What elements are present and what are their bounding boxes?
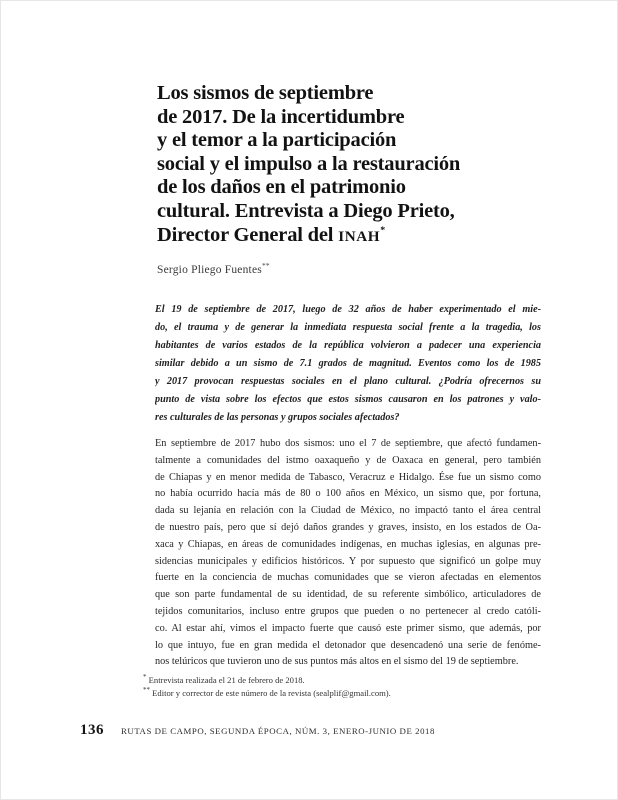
footnote-text: Editor y corrector de este número de la revista (sealplif@gmail.com). bbox=[152, 687, 391, 698]
article-title bbox=[157, 82, 567, 248]
footnote-text: Entrevista realizada el 21 de febrero de 2018. bbox=[148, 675, 305, 685]
title-line: y el temor a la participación bbox=[157, 129, 397, 152]
footnote bbox=[143, 674, 543, 687]
title-line: cultural. Entrevista a Diego Prieto, bbox=[157, 199, 455, 222]
answer-line: nos telúricos que tuvieron uno de sus puntos más altos en el sismo del 19 de septiembre. bbox=[155, 656, 519, 668]
answer-line: co. Al estar ahí, vimos el impacto fuerte que causó este primer sismo, que además, por bbox=[155, 622, 541, 634]
answer-line: fuerte en la conciencia de muchas comunidades que se vieron afectadas en elementos bbox=[155, 572, 541, 584]
title-line-last bbox=[157, 224, 567, 249]
question-line: punto de vista sobre los efectos que estos sismos causaron en los patrones y valo- bbox=[155, 394, 541, 405]
author-byline bbox=[157, 261, 270, 276]
answer-line: lo que intuyo, fue en gran medida el detonador que desencadenó una serie de fenóme- bbox=[155, 639, 541, 651]
title-line: social y el impulso a la restauración bbox=[157, 152, 461, 175]
author-name: Sergio Pliego Fuentes bbox=[157, 264, 262, 276]
title-line: de 2017. De la incertidumbre bbox=[157, 105, 405, 128]
title-line: de los daños en el patrimonio bbox=[157, 176, 406, 199]
question-line: El 19 de septiembre de 2017, luego de 32 años de haber experimentado el mie- bbox=[155, 304, 541, 315]
answer-line: talmente a comunidades del istmo oaxaqueño y de Oaxaca en general, pero también bbox=[155, 454, 541, 466]
inah-acronym: INAH bbox=[338, 227, 381, 245]
title-last-prefix: Director General del bbox=[157, 223, 334, 246]
answer-line: tejidos comunitarios, incluso entre grupos que pueden o no pertenecer al credo católi- bbox=[155, 605, 541, 617]
interview-answer bbox=[155, 436, 541, 671]
question-line: do, el trauma y de generar la inmediata respuesta social frente a la tragedia, los bbox=[155, 322, 541, 333]
interviewer-question bbox=[155, 301, 541, 427]
footnote-marker: ** bbox=[143, 686, 150, 695]
question-line: res culturales de las personas y grupos sociales afectados? bbox=[155, 412, 400, 423]
page-number: 136 bbox=[80, 722, 104, 738]
page-footer bbox=[80, 722, 435, 739]
title-line: Los sismos de septiembre bbox=[157, 82, 374, 104]
answer-line: sidencias municipales y edificios históricos. Y por supuesto que significó un golpe muy bbox=[155, 555, 541, 567]
footnote-marker: * bbox=[143, 673, 147, 682]
author-footnote-marker: ** bbox=[261, 261, 270, 271]
question-line: habitantes de varios estados de la república volvieron a padecer una experiencia bbox=[155, 340, 541, 351]
journal-citation: RUTAS DE CAMPO, SEGUNDA ÉPOCA, NÚM. 3, ENERO-JUNIO DE 2018 bbox=[121, 726, 435, 736]
answer-line: no había ocurrido hacía más de 80 o 100 años en México, un sismo que, por fortuna, bbox=[155, 488, 541, 500]
question-line: similar debido a un sismo de 7.1 grados de magnitud. Eventos como los de 1985 bbox=[155, 358, 541, 369]
title-block bbox=[157, 82, 567, 248]
footnote bbox=[143, 687, 543, 700]
answer-line: de nuestro país, pero que sí dejó daños grandes y graves, insisto, en los estados de Oa- bbox=[155, 521, 541, 533]
answer-line: dada su lejanía en relación con la Ciudad de México, no impactó tanto el área central bbox=[155, 505, 541, 517]
question-line: y 2017 provocan respuestas sociales en el plano cultural. ¿Podría ofrecernos su bbox=[155, 376, 541, 387]
title-footnote-marker: * bbox=[380, 224, 385, 236]
answer-line: En septiembre de 2017 hubo dos sismos: uno el 7 de septiembre, que afectó fundamen- bbox=[155, 438, 541, 449]
answer-line: que son parte fundamental de su identidad, de su referente simbólico, articuladores de bbox=[155, 589, 541, 601]
answer-line: de Chiapas y en menor medida de Tabasco, Veracruz e Hidalgo. Ése fue un sismo como bbox=[155, 471, 541, 483]
answer-line: xaca y Chiapas, en áreas de comunidades indígenas, en muchas iglesias, en algunas pre- bbox=[155, 538, 541, 550]
footnotes bbox=[143, 674, 543, 700]
